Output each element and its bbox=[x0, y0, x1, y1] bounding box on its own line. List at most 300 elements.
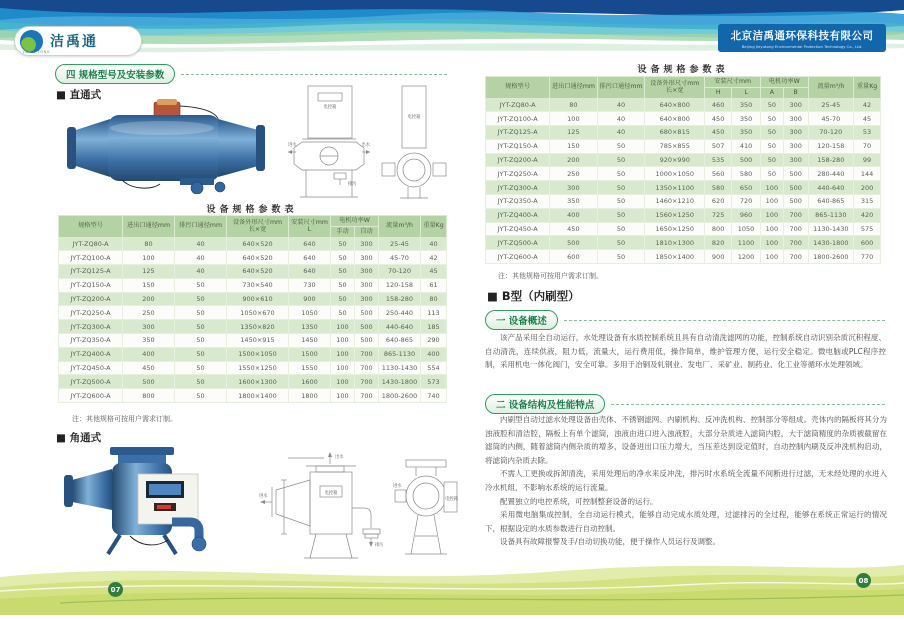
table-cell: 50 bbox=[331, 265, 355, 279]
table-cell: 40 bbox=[175, 237, 227, 251]
table-cell: 700 bbox=[355, 375, 379, 389]
table-cell: 25-45 bbox=[379, 237, 421, 251]
table-cell: 250 bbox=[123, 306, 175, 320]
table-cell: 250-440 bbox=[379, 306, 421, 320]
table-cell: 640-865 bbox=[379, 334, 421, 348]
table-cell: 40 bbox=[597, 98, 645, 112]
table-cell: JYT-ZQ200-A bbox=[59, 292, 123, 306]
table-cell: 70-120 bbox=[808, 126, 853, 140]
table-cell: 42 bbox=[854, 98, 881, 112]
table-cell: 144 bbox=[854, 167, 881, 181]
table-row bbox=[59, 375, 447, 389]
inlet-label: 进水 bbox=[259, 494, 268, 499]
right-table-note: 注：其他规格可按用户需求订制。 bbox=[498, 272, 603, 280]
table-cell: 460 bbox=[705, 98, 732, 112]
company-name-en: Beijing Jieyutong Environmental Protection Technology Co., Ltd. bbox=[741, 44, 863, 49]
table-cell: 200 bbox=[854, 181, 881, 195]
table-cell: 680×815 bbox=[645, 126, 705, 140]
table-cell: 50 bbox=[597, 250, 645, 264]
table-cell: 350 bbox=[123, 334, 175, 348]
table-cell: 450 bbox=[705, 112, 732, 126]
table-row bbox=[486, 139, 881, 153]
table-cell: 440-640 bbox=[808, 181, 853, 195]
table-cell: 400 bbox=[123, 347, 175, 361]
table-cell: 40 bbox=[597, 126, 645, 140]
table-cell: 290 bbox=[421, 334, 447, 348]
table-cell: 640×800 bbox=[645, 112, 705, 126]
table-row bbox=[59, 389, 447, 403]
table-cell: JYT-ZQ350-A bbox=[486, 195, 550, 209]
paragraph: 设备具有故障报警及手/自动切换功能，便于操作人员运行及调整。 bbox=[500, 537, 721, 547]
table-cell: 185 bbox=[421, 320, 447, 334]
col-inlet: 进出口通径mm bbox=[123, 216, 175, 238]
logo-subtext: JIE YU TONG bbox=[23, 50, 50, 54]
table-cell: 400 bbox=[550, 208, 598, 222]
table-cell: 300 bbox=[550, 181, 598, 195]
table-cell: 560 bbox=[705, 167, 732, 181]
table-cell: JYT-ZQ80-A bbox=[59, 237, 123, 251]
section-features-header bbox=[485, 394, 885, 414]
table-cell: 1350×1100 bbox=[645, 181, 705, 195]
table-cell: 500 bbox=[123, 375, 175, 389]
right-table-body bbox=[486, 98, 881, 264]
table-cell: 50 bbox=[331, 237, 355, 251]
table-cell: 554 bbox=[421, 361, 447, 375]
table-cell: 300 bbox=[355, 292, 379, 306]
table-cell: 900 bbox=[705, 250, 732, 264]
table-cell: 640×520 bbox=[227, 265, 289, 279]
table-cell: 50 bbox=[597, 167, 645, 181]
table-cell: 500 bbox=[550, 236, 598, 250]
table-cell: 1050 bbox=[732, 222, 761, 236]
table-row bbox=[59, 361, 447, 375]
table-cell: JYT-ZQ450-A bbox=[486, 222, 550, 236]
table-cell: 300 bbox=[783, 153, 808, 167]
table-cell: 500 bbox=[783, 195, 808, 209]
table-cell: 1450×915 bbox=[227, 334, 289, 348]
left-table-note: 注：其他规格可按用户需求订制。 bbox=[72, 415, 177, 423]
left-table-body bbox=[59, 237, 447, 403]
table-cell: 100 bbox=[761, 250, 784, 264]
table-row bbox=[486, 208, 881, 222]
col-power-b: B bbox=[783, 87, 808, 98]
table-cell: 80 bbox=[421, 292, 447, 306]
table-cell: 350 bbox=[732, 98, 761, 112]
table-cell: 580 bbox=[732, 167, 761, 181]
paragraph: 内刷型自动过滤水处理设备由壳体、不锈钢滤网、内刷机构、反冲洗机构、控制部分等组成。壳体内的隔板将其分为浊液腔和清洁腔，隔板上有单个滤筒，浊液由进口进入浊液腔，大部分杂质进入滤筒内腔，大于滤筒精度的杂质被截留在滤筒的内侧，随着滤筒内侧杂质的增多，设备进出口压力增大，当压差达到设定值时，自动控制内刷及反冲洗机构启动，将滤筒内杂质去除。 bbox=[485, 415, 887, 465]
table-cell: JYT-ZQ125-A bbox=[59, 265, 123, 279]
table-cell: 70-120 bbox=[379, 265, 421, 279]
table-cell: 50 bbox=[761, 98, 784, 112]
table-cell: JYT-ZQ600-A bbox=[486, 250, 550, 264]
table-cell: 100 bbox=[761, 208, 784, 222]
right-spec-table bbox=[485, 76, 881, 264]
table-cell: 100 bbox=[331, 389, 355, 403]
table-row bbox=[486, 236, 881, 250]
table-cell: 50 bbox=[597, 181, 645, 195]
inlet-label: 进水 bbox=[393, 484, 402, 489]
table-cell: 1800 bbox=[289, 389, 331, 403]
table-cell: 740 bbox=[421, 389, 447, 403]
table-cell: JYT-ZQ500-A bbox=[486, 236, 550, 250]
table-cell: 700 bbox=[355, 347, 379, 361]
table-cell: 1200 bbox=[732, 250, 761, 264]
table-cell: 150 bbox=[123, 278, 175, 292]
col-power: 电机功率W bbox=[331, 216, 379, 227]
section-pill-features: 二 设备结构及性能特点 bbox=[485, 394, 605, 414]
section-pill-specs: 四 规格型号及安装参数 bbox=[55, 64, 175, 84]
table-cell: 575 bbox=[854, 222, 881, 236]
table-cell: 640-865 bbox=[808, 195, 853, 209]
left-table-title: 设备规格参数表 bbox=[206, 205, 298, 215]
left-spec-table bbox=[58, 215, 447, 403]
table-cell: 1000×1050 bbox=[645, 167, 705, 181]
table-cell: JYT-ZQ100-A bbox=[59, 251, 123, 265]
table-cell: 40 bbox=[175, 251, 227, 265]
table-row bbox=[486, 195, 881, 209]
table-cell: 50 bbox=[331, 306, 355, 320]
right-table-title: 设备规格参数表 bbox=[637, 65, 729, 75]
table-cell: 300 bbox=[355, 265, 379, 279]
table-row bbox=[59, 237, 447, 251]
table-cell: 1100 bbox=[732, 236, 761, 250]
table-cell: 100 bbox=[331, 334, 355, 348]
table-cell: 1800-2600 bbox=[379, 389, 421, 403]
table-cell: JYT-ZQ150-A bbox=[486, 139, 550, 153]
left-table-header bbox=[59, 216, 447, 238]
table-row bbox=[59, 278, 447, 292]
table-cell: 450 bbox=[550, 222, 598, 236]
table-cell: 50 bbox=[331, 292, 355, 306]
table-cell: 50 bbox=[597, 139, 645, 153]
table-cell: 100 bbox=[331, 347, 355, 361]
table-cell: 158-280 bbox=[808, 153, 853, 167]
table-cell: 640 bbox=[289, 237, 331, 251]
table-cell: 350 bbox=[732, 126, 761, 140]
table-cell: 45 bbox=[854, 112, 881, 126]
overview-paragraphs bbox=[485, 331, 886, 372]
col-dims: 设备外形尺寸mm 长×宽 bbox=[227, 216, 289, 238]
angle-type-drawing-side bbox=[392, 456, 460, 564]
col-drain: 排污口通径mm bbox=[175, 216, 227, 238]
table-cell: 50 bbox=[597, 222, 645, 236]
table-cell: 100 bbox=[761, 195, 784, 209]
table-cell: 300 bbox=[783, 98, 808, 112]
table-cell: 507 bbox=[705, 139, 732, 153]
col-install: 安装尺寸mm L bbox=[289, 216, 331, 238]
col-flow: 流量m³/h bbox=[379, 216, 421, 238]
table-cell: 400 bbox=[421, 347, 447, 361]
table-cell: 1430-1800 bbox=[379, 375, 421, 389]
logo bbox=[14, 26, 142, 56]
col-flow: 流量m³/h bbox=[808, 77, 853, 99]
table-cell: 640×520 bbox=[227, 251, 289, 265]
table-cell: 50 bbox=[761, 139, 784, 153]
table-cell: 450 bbox=[705, 126, 732, 140]
straight-type-heading: ■ 直通式 bbox=[56, 89, 102, 101]
table-cell: 700 bbox=[355, 389, 379, 403]
table-cell: 300 bbox=[355, 278, 379, 292]
table-cell: 315 bbox=[854, 195, 881, 209]
table-cell: 100 bbox=[331, 375, 355, 389]
table-cell: 500 bbox=[783, 167, 808, 181]
table-cell: 50 bbox=[597, 236, 645, 250]
col-model: 规格型号 bbox=[59, 216, 123, 238]
table-cell: 250 bbox=[550, 167, 598, 181]
table-cell: 45 bbox=[421, 265, 447, 279]
col-power: 电机功率W bbox=[761, 77, 809, 88]
table-cell: JYT-ZQ100-A bbox=[486, 112, 550, 126]
table-cell: JYT-ZQ300-A bbox=[59, 320, 123, 334]
table-row bbox=[486, 250, 881, 264]
table-row bbox=[59, 320, 447, 334]
table-cell: JYT-ZQ200-A bbox=[486, 153, 550, 167]
table-cell: 1600×1300 bbox=[227, 375, 289, 389]
table-cell: JYT-ZQ500-A bbox=[59, 375, 123, 389]
company-name-cn: 北京洁禹通环保科技有限公司 bbox=[730, 30, 874, 42]
table-cell: 50 bbox=[597, 153, 645, 167]
table-cell: 200 bbox=[123, 292, 175, 306]
table-cell: 700 bbox=[783, 250, 808, 264]
table-row bbox=[486, 112, 881, 126]
dashed-rule bbox=[564, 320, 885, 321]
table-cell: 50 bbox=[761, 153, 784, 167]
table-cell: 1500×1050 bbox=[227, 347, 289, 361]
right-table-header bbox=[486, 77, 881, 99]
page-number-left: 07 bbox=[108, 582, 123, 597]
table-cell: 100 bbox=[123, 251, 175, 265]
table-cell: 100 bbox=[331, 361, 355, 375]
table-cell: 640×800 bbox=[645, 98, 705, 112]
col-power-a: A bbox=[761, 87, 784, 98]
table-cell: 300 bbox=[783, 112, 808, 126]
paragraph: 该产品采用全自动运行，水处理设备有水质控制系统且具有自动清洗滤网的功能，控制系统自动识别杂质沉积程度、自动清洗，连续供液，阻力低，流量大，运行费用低，操作简单，维护管理方便，运行安全稳定。微电脑或PLC程序控制，采用机电一体化阀门，安全可靠。多用于冶铜及轧钢业、发电厂、采矿业、制药业、化工业等循环水处理领域。 bbox=[485, 333, 886, 370]
table-row bbox=[59, 251, 447, 265]
table-cell: 80 bbox=[123, 237, 175, 251]
table-cell: 1350 bbox=[289, 320, 331, 334]
table-cell: 50 bbox=[331, 251, 355, 265]
table-cell: 50 bbox=[175, 361, 227, 375]
table-row bbox=[486, 181, 881, 195]
table-cell: 300 bbox=[783, 139, 808, 153]
table-cell: 300 bbox=[355, 237, 379, 251]
section-pill-overview: 一 设备概述 bbox=[485, 310, 558, 330]
table-cell: 45-70 bbox=[808, 112, 853, 126]
table-cell: 1130-1430 bbox=[808, 222, 853, 236]
table-cell: JYT-ZQ150-A bbox=[59, 278, 123, 292]
table-cell: 500 bbox=[732, 153, 761, 167]
table-cell: 99 bbox=[854, 153, 881, 167]
table-cell: 100 bbox=[761, 236, 784, 250]
table-cell: JYT-ZQ250-A bbox=[486, 167, 550, 181]
table-cell: 300 bbox=[123, 320, 175, 334]
table-cell: 50 bbox=[175, 389, 227, 403]
table-cell: 410 bbox=[732, 139, 761, 153]
table-cell: 500 bbox=[783, 181, 808, 195]
table-row bbox=[59, 334, 447, 348]
table-cell: 61 bbox=[421, 278, 447, 292]
table-cell: 25-45 bbox=[808, 98, 853, 112]
table-cell: 125 bbox=[550, 126, 598, 140]
b-type-heading: ■ B型（内刷型） bbox=[487, 289, 580, 303]
table-cell: 50 bbox=[175, 320, 227, 334]
table-cell: 200 bbox=[550, 153, 598, 167]
footer-wave-graphic bbox=[0, 557, 904, 615]
table-cell: 900 bbox=[289, 292, 331, 306]
straight-type-photo bbox=[62, 98, 277, 198]
table-cell: 640 bbox=[289, 265, 331, 279]
col-install-h: H bbox=[705, 87, 732, 98]
paragraph: 配置独立的电控系统，可控制整套设备的运行。 bbox=[500, 496, 658, 506]
logo-text: 洁禹通 bbox=[50, 34, 98, 50]
table-cell: 100 bbox=[550, 112, 598, 126]
table-cell: 730 bbox=[289, 278, 331, 292]
table-cell: 150 bbox=[550, 139, 598, 153]
table-cell: 50 bbox=[761, 167, 784, 181]
table-cell: JYT-ZQ350-A bbox=[59, 334, 123, 348]
table-cell: 100 bbox=[761, 222, 784, 236]
dashed-rule bbox=[181, 74, 447, 75]
table-cell: 800 bbox=[705, 222, 732, 236]
table-cell: 50 bbox=[761, 126, 784, 140]
table-cell: 1800×1400 bbox=[227, 389, 289, 403]
company-name-box bbox=[718, 24, 886, 52]
table-cell: 500 bbox=[355, 306, 379, 320]
table-cell: JYT-ZQ125-A bbox=[486, 126, 550, 140]
table-row bbox=[59, 292, 447, 306]
section-overview-header bbox=[485, 310, 885, 330]
col-install-l: L bbox=[732, 87, 761, 98]
table-cell: 50 bbox=[761, 112, 784, 126]
table-cell: 1550×1250 bbox=[227, 361, 289, 375]
table-cell: 1550 bbox=[289, 361, 331, 375]
table-row bbox=[486, 126, 881, 140]
table-row bbox=[59, 347, 447, 361]
table-cell: 1050 bbox=[289, 306, 331, 320]
table-cell: 1810×1300 bbox=[645, 236, 705, 250]
table-cell: 1450 bbox=[289, 334, 331, 348]
table-cell: 40 bbox=[175, 265, 227, 279]
control-box-label: 电控箱 bbox=[407, 115, 421, 120]
table-cell: 40 bbox=[597, 112, 645, 126]
table-cell: 620 bbox=[705, 195, 732, 209]
table-cell: 785×855 bbox=[645, 139, 705, 153]
table-row bbox=[59, 265, 447, 279]
table-cell: 100 bbox=[761, 181, 784, 195]
table-cell: 1350×820 bbox=[227, 320, 289, 334]
table-cell: 600 bbox=[550, 250, 598, 264]
table-cell: 70 bbox=[854, 139, 881, 153]
col-weight: 重量Kg bbox=[854, 77, 881, 99]
table-cell: 865-1130 bbox=[379, 347, 421, 361]
table-cell: 580 bbox=[705, 181, 732, 195]
col-model: 规格型号 bbox=[486, 77, 550, 99]
table-cell: 640×520 bbox=[227, 237, 289, 251]
table-cell: 573 bbox=[421, 375, 447, 389]
top-banner bbox=[0, 0, 904, 62]
col-weight: 重量Kg bbox=[421, 216, 447, 238]
table-cell: 100 bbox=[331, 320, 355, 334]
table-cell: 350 bbox=[732, 112, 761, 126]
table-cell: JYT-ZQ450-A bbox=[59, 361, 123, 375]
inlet-label: 进水 bbox=[288, 143, 297, 148]
table-cell: 500 bbox=[355, 334, 379, 348]
drain-label: 排污 bbox=[375, 543, 383, 548]
table-cell: 700 bbox=[783, 208, 808, 222]
table-cell: 450 bbox=[123, 361, 175, 375]
table-cell: 1130-1430 bbox=[379, 361, 421, 375]
control-box-label: 电控箱 bbox=[323, 105, 337, 110]
table-cell: JYT-ZQ600-A bbox=[59, 389, 123, 403]
table-cell: 770 bbox=[854, 250, 881, 264]
table-cell: 1800-2600 bbox=[808, 250, 853, 264]
table-cell: JYT-ZQ400-A bbox=[59, 347, 123, 361]
table-cell: 600 bbox=[854, 236, 881, 250]
bottom-band bbox=[0, 557, 904, 615]
table-row bbox=[486, 167, 881, 181]
table-cell: 1500 bbox=[289, 347, 331, 361]
table-cell: 865-1130 bbox=[808, 208, 853, 222]
angle-type-photo bbox=[60, 444, 245, 560]
col-drain: 排污口通径mm bbox=[597, 77, 645, 99]
table-cell: 50 bbox=[597, 195, 645, 209]
table-cell: 50 bbox=[175, 278, 227, 292]
table-cell: 50 bbox=[175, 347, 227, 361]
angle-type-drawing-front bbox=[258, 450, 383, 566]
table-cell: 440-640 bbox=[379, 320, 421, 334]
drain-label: 排污 bbox=[348, 182, 357, 187]
table-cell: 640 bbox=[289, 251, 331, 265]
table-cell: 500 bbox=[355, 320, 379, 334]
table-cell: 80 bbox=[550, 98, 598, 112]
table-cell: 1430-1800 bbox=[808, 236, 853, 250]
col-power-auto: 自动 bbox=[355, 226, 379, 237]
table-cell: 1600 bbox=[289, 375, 331, 389]
straight-type-drawing-front bbox=[288, 84, 370, 206]
table-cell: JYT-ZQ300-A bbox=[486, 181, 550, 195]
table-cell: 700 bbox=[355, 361, 379, 375]
table-cell: 800 bbox=[123, 389, 175, 403]
table-cell: 300 bbox=[783, 126, 808, 140]
table-cell: 50 bbox=[175, 375, 227, 389]
table-cell: 120-158 bbox=[379, 278, 421, 292]
col-power-manual: 手动 bbox=[331, 226, 355, 237]
table-cell: 280-440 bbox=[808, 167, 853, 181]
table-cell: 1650×1250 bbox=[645, 222, 705, 236]
col-install: 安装尺寸mm bbox=[705, 77, 761, 88]
table-cell: 350 bbox=[550, 195, 598, 209]
table-cell: 535 bbox=[705, 153, 732, 167]
table-cell: JYT-ZQ80-A bbox=[486, 98, 550, 112]
table-cell: 730×540 bbox=[227, 278, 289, 292]
table-cell: 720 bbox=[732, 195, 761, 209]
table-cell: JYT-ZQ400-A bbox=[486, 208, 550, 222]
table-cell: 53 bbox=[854, 126, 881, 140]
table-row bbox=[486, 98, 881, 112]
paragraph: 采用微电脑集成控制，全自动运行模式，能够自动完成水质处理，过滤排污的全过程，能够在系统正常运行的情况下，根据设定的水质参数进行自动控制。 bbox=[485, 510, 887, 533]
table-row bbox=[486, 153, 881, 167]
table-cell: 725 bbox=[705, 208, 732, 222]
table-cell: 300 bbox=[355, 251, 379, 265]
control-box-label: 电控箱 bbox=[445, 497, 458, 502]
table-cell: 125 bbox=[123, 265, 175, 279]
control-box-label: 电控箱 bbox=[324, 491, 338, 496]
table-row bbox=[59, 306, 447, 320]
page-number-right: 08 bbox=[856, 573, 871, 588]
col-inlet: 进出口通径mm bbox=[550, 77, 598, 99]
table-cell: 42 bbox=[421, 251, 447, 265]
table-cell: 920×990 bbox=[645, 153, 705, 167]
